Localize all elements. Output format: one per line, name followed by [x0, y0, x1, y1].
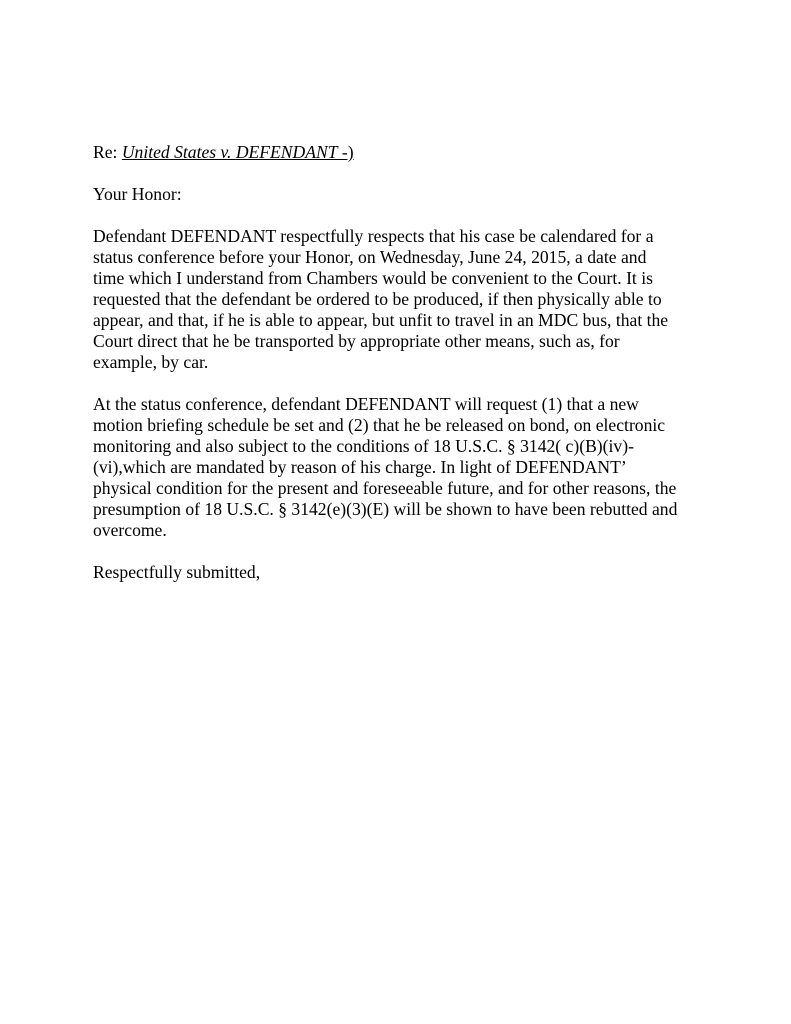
paragraph-line: appear, and that, if he is able to appear, but unfit to travel in an MDC bus, that the [93, 310, 669, 330]
paragraph-line: status conference before your Honor, on Wednesday, June 24, 2015, a date and [93, 247, 647, 267]
closing: Respectfully submitted, [93, 562, 261, 582]
paragraph-line: requested that the defendant be ordered to be produced, if then physically able to [93, 289, 662, 309]
re-case-name: United States v. DEFENDANT [121, 142, 338, 162]
re-case-tail: -) [337, 142, 354, 162]
paragraph-line: monitoring and also subject to the conditions of 18 U.S.C. § 3142( c)(B)(iv)- [93, 436, 634, 456]
paragraph-line: Court direct that he be transported by appropriate other means, such as, for [93, 331, 620, 351]
paragraph-status-conference [93, 394, 703, 541]
letter-body [93, 142, 703, 583]
salutation: Your Honor: [93, 184, 182, 204]
re-prefix: Re: [93, 142, 122, 162]
paragraph-line: At the status conference, defendant DEFENDANT will request (1) that a new [93, 394, 639, 414]
re-line [93, 142, 703, 163]
paragraph-line: example, by car. [93, 352, 209, 372]
paragraph-line: time which I understand from Chambers would be convenient to the Court. It is [93, 268, 653, 288]
paragraph-line: physical condition for the present and foreseeable future, and for other reasons, the [93, 478, 677, 498]
paragraph-line: (vi),which are mandated by reason of his charge. In light of DEFENDANT’ [93, 457, 627, 477]
paragraph-line: presumption of 18 U.S.C. § 3142(e)(3)(E) will be shown to have been rebutted and [93, 499, 678, 519]
paragraph-line: motion briefing schedule be set and (2) that he be released on bond, on electronic [93, 415, 666, 435]
paragraph-line: Defendant DEFENDANT respectfully respects that his case be calendared for a [93, 226, 654, 246]
paragraph-line: overcome. [93, 520, 167, 540]
paragraph-request-calendar [93, 226, 703, 373]
